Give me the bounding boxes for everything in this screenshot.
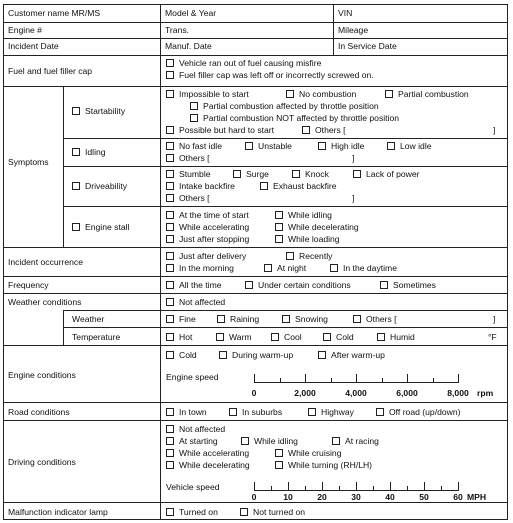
row-divider [3, 38, 508, 39]
vehicle-speed-major-tick [288, 482, 289, 491]
engine-speed-tick-label: 4,000 [345, 388, 367, 398]
temperature-option-checkbox[interactable] [166, 333, 174, 341]
temperature-option: Cool [284, 332, 302, 342]
engine-speed-minor-tick [382, 378, 383, 383]
in-service-date-label: In Service Date [338, 41, 397, 51]
engine-stall-option: Just after stopping [179, 234, 250, 244]
incident-option: In the daytime [343, 263, 397, 273]
temperature-option-checkbox[interactable] [377, 333, 385, 341]
road-option-checkbox[interactable] [166, 408, 174, 416]
driveability-others-checkbox[interactable] [166, 194, 174, 202]
road-option: In town [179, 407, 207, 417]
vehicle-speed-minor-tick [407, 486, 408, 491]
vehicle-speed-tick-label: 50 [419, 492, 429, 502]
driveability-option-checkbox[interactable] [233, 170, 241, 178]
driving-option-checkbox[interactable] [275, 449, 283, 457]
frequency-label: Frequency [8, 280, 49, 290]
driveability-option: Surge [246, 169, 269, 179]
idling-option-checkbox[interactable] [245, 142, 253, 150]
temperature-option-checkbox[interactable] [323, 333, 331, 341]
engine-conditions-label: Engine conditions [8, 370, 76, 380]
engine-stall-option-checkbox[interactable] [275, 235, 283, 243]
startability-option: No combustion [299, 89, 357, 99]
weather-others-checkbox[interactable] [353, 315, 361, 323]
driveability-option-checkbox[interactable] [260, 182, 268, 190]
incident-option: At night [277, 263, 307, 273]
incident-option: Recently [299, 251, 333, 261]
fuel-option: Fuel filler cap was left off or incorrectly screwed on. [179, 70, 374, 80]
driving-option-checkbox[interactable] [166, 437, 174, 445]
engine-stall-option-checkbox[interactable] [166, 223, 174, 231]
vehicle-speed-major-tick [424, 482, 425, 491]
driving-conditions-label: Driving conditions [8, 457, 76, 467]
engine-speed-major-tick [305, 374, 306, 383]
temperature-label: Temperature [72, 332, 121, 342]
vehicle-speed-minor-tick [441, 486, 442, 491]
driveability-option-checkbox[interactable] [292, 170, 300, 178]
driveability-option: Lack of power [366, 169, 420, 179]
driveability-option: Stumble [179, 169, 211, 179]
startability-option-checkbox[interactable] [166, 126, 174, 134]
driving-option-checkbox[interactable] [166, 425, 174, 433]
mil-option-checkbox[interactable] [240, 508, 248, 516]
fuel-checkbox[interactable] [166, 59, 174, 67]
idling-others-checkbox[interactable] [166, 154, 174, 162]
idling-bracket-close: ] [352, 153, 355, 163]
vehicle-speed-tick-label: 0 [251, 492, 257, 502]
row-divider [3, 502, 508, 503]
vehicle-speed-tick-label: 20 [317, 492, 327, 502]
vehicle-speed-major-tick [322, 482, 323, 491]
road-option-checkbox[interactable] [376, 408, 384, 416]
mil-label: Malfunction indicator lamp [8, 507, 108, 517]
engine-stall-option: At the time of start [179, 210, 249, 220]
customer-name-label: Customer name MR/MS [8, 8, 101, 18]
temperature-option: Cold [336, 332, 354, 342]
driving-option-checkbox[interactable] [275, 461, 283, 469]
engine-condition-option: During warm-up [232, 350, 294, 360]
engine-speed-minor-tick [433, 378, 434, 383]
row-divider [63, 138, 508, 139]
driveability-option-checkbox[interactable] [166, 182, 174, 190]
weather-option: Fine [179, 314, 196, 324]
idling-option: No fast idle [179, 141, 222, 151]
mil-option: Turned on [179, 507, 218, 517]
driving-option-checkbox[interactable] [332, 437, 340, 445]
driveability-bracket-close: ] [352, 193, 355, 203]
temperature-option: Warm [229, 332, 252, 342]
idling-others-label: Others [ [179, 153, 210, 163]
engine-stall-option: While idling [288, 210, 332, 220]
engine-speed-unit: rpm [477, 388, 494, 398]
weather-bracket-close: ] [493, 314, 496, 324]
column-divider [333, 4, 334, 56]
weather-sub-label: Weather [72, 314, 105, 324]
engine-condition-checkbox[interactable] [166, 351, 174, 359]
vehicle-speed-minor-tick [339, 486, 340, 491]
engine-number-label: Engine # [8, 25, 42, 35]
vehicle-speed-minor-tick [305, 486, 306, 491]
fuel-option: Vehicle ran out of fuel causing misfire [179, 58, 322, 68]
row-divider [3, 345, 508, 346]
startability-option: Partial combustion affected by throttle position [203, 101, 379, 111]
fuel-label: Fuel and fuel filler cap [8, 66, 93, 76]
engine-speed-major-tick [356, 374, 357, 383]
column-divider [63, 310, 64, 346]
vehicle-speed-label: Vehicle speed [166, 482, 220, 492]
startability-option-checkbox[interactable] [385, 90, 393, 98]
weather-option-checkbox[interactable] [166, 315, 174, 323]
engine-stall-option-checkbox[interactable] [166, 211, 174, 219]
engine-speed-major-tick [254, 374, 255, 383]
driveability-label: Driveability [85, 181, 128, 191]
engine-speed-label: Engine speed [166, 372, 219, 382]
driveability-option: Exhaust backfire [273, 181, 337, 191]
row-divider [3, 420, 508, 421]
incident-option: Just after delivery [179, 251, 247, 261]
temperature-option-checkbox[interactable] [271, 333, 279, 341]
driveability-option: Intake backfire [179, 181, 235, 191]
startability-others-label: Others [ [315, 125, 346, 135]
engine-speed-tick-label: 0 [251, 388, 257, 398]
driving-option: While cruising [288, 448, 342, 458]
weather-not-affected-checkbox[interactable] [166, 298, 174, 306]
border-bottom [3, 519, 508, 520]
incident-option-checkbox[interactable] [166, 264, 174, 272]
startability-option: Partial combustion NOT affected by throttle position [203, 113, 400, 123]
startability-option-checkbox[interactable] [166, 90, 174, 98]
model-year-label: Model & Year [165, 8, 217, 18]
fuel-checkbox[interactable] [166, 71, 174, 79]
engine-speed-tick-label: 6,000 [396, 388, 418, 398]
incident-occurrence-label: Incident occurrence [8, 257, 83, 267]
symptoms-label: Symptoms [8, 157, 49, 167]
engine-speed-tick-label: 8,000 [447, 388, 469, 398]
startability-option-checkbox[interactable] [190, 114, 198, 122]
row-divider [3, 276, 508, 277]
mil-option-checkbox[interactable] [166, 508, 174, 516]
incident-date-label: Incident Date [8, 41, 59, 51]
vehicle-speed-major-tick [356, 482, 357, 491]
row-divider [63, 206, 508, 207]
vehicle-speed-unit: MPH [467, 492, 487, 502]
incident-option: In the morning [179, 263, 234, 273]
driving-option: While turning (RH/LH) [288, 460, 373, 470]
weather-conditions-label: Weather conditions [8, 297, 82, 307]
mileage-label: Mileage [338, 25, 369, 35]
road-option-checkbox[interactable] [229, 408, 237, 416]
driving-option: While decelerating [179, 460, 250, 470]
engine-stall-option: While loading [288, 234, 340, 244]
incident-option-checkbox[interactable] [166, 252, 174, 260]
vin-label: VIN [338, 8, 353, 18]
engine-stall-checkbox[interactable] [72, 223, 80, 231]
incident-option-checkbox[interactable] [286, 252, 294, 260]
column-divider [160, 4, 161, 520]
engine-stall-option-checkbox[interactable] [275, 223, 283, 231]
vehicle-speed-major-tick [254, 482, 255, 491]
engine-speed-minor-tick [331, 378, 332, 383]
driving-option-checkbox[interactable] [166, 449, 174, 457]
engine-stall-label: Engine stall [85, 222, 130, 232]
engine-speed-minor-tick [280, 378, 281, 383]
temperature-option: Hot [179, 332, 193, 342]
driveability-option: Knock [305, 169, 329, 179]
weather-option: Raining [230, 314, 260, 324]
weather-not-affected-label: Not affected [179, 297, 226, 307]
startability-option: Impossible to start [179, 89, 249, 99]
startability-label: Startability [85, 106, 126, 116]
driving-option-checkbox[interactable] [241, 437, 249, 445]
idling-option: Low idle [400, 141, 432, 151]
vehicle-speed-tick-label: 60 [453, 492, 463, 502]
engine-condition-option: Cold [179, 350, 197, 360]
driving-option: At starting [179, 436, 218, 446]
road-conditions-label: Road conditions [8, 407, 70, 417]
row-divider [63, 327, 508, 328]
driving-option: While accelerating [179, 448, 250, 458]
engine-speed-major-tick [458, 374, 459, 383]
startability-checkbox[interactable] [72, 107, 80, 115]
row-divider [3, 55, 508, 56]
driveability-others-label: Others [ [179, 193, 210, 203]
row-divider [3, 22, 508, 23]
incident-option-checkbox[interactable] [264, 264, 272, 272]
frequency-option-checkbox[interactable] [166, 281, 174, 289]
weather-option-checkbox[interactable] [217, 315, 225, 323]
idling-option: Unstable [258, 141, 292, 151]
manuf-date-label: Manuf. Date [165, 41, 212, 51]
weather-others-label: Others [ [366, 314, 397, 324]
idling-option: High idle [331, 141, 365, 151]
road-option-checkbox[interactable] [308, 408, 316, 416]
vehicle-speed-minor-tick [271, 486, 272, 491]
border-left [3, 4, 4, 520]
driving-option-checkbox[interactable] [166, 461, 174, 469]
engine-condition-checkbox[interactable] [318, 351, 326, 359]
column-divider [63, 86, 64, 248]
vehicle-speed-tick-label: 10 [283, 492, 293, 502]
idling-label: Idling [85, 147, 106, 157]
frequency-option: All the time [179, 280, 222, 290]
startability-option-checkbox[interactable] [286, 90, 294, 98]
vehicle-speed-minor-tick [373, 486, 374, 491]
mil-option: Not turned on [253, 507, 306, 517]
engine-speed-major-tick [407, 374, 408, 383]
startability-others-checkbox[interactable] [302, 126, 310, 134]
vehicle-speed-tick-label: 40 [385, 492, 395, 502]
weather-option: Snowing [295, 314, 328, 324]
driving-option: Not affected [179, 424, 226, 434]
border-right [507, 4, 508, 520]
road-option: In suburbs [242, 407, 283, 417]
idling-option-checkbox[interactable] [318, 142, 326, 150]
startability-bracket-close: ] [493, 125, 496, 135]
temperature-option-checkbox[interactable] [216, 333, 224, 341]
row-divider [63, 310, 508, 311]
idling-option-checkbox[interactable] [166, 142, 174, 150]
border-top [3, 4, 508, 5]
engine-stall-option: While decelerating [288, 222, 359, 232]
driveability-checkbox[interactable] [72, 182, 80, 190]
trans-label: Trans. [165, 25, 190, 35]
road-option: Off road (up/down) [389, 407, 461, 417]
engine-stall-option-checkbox[interactable] [275, 211, 283, 219]
engine-speed-tick-label: 2,000 [294, 388, 316, 398]
engine-condition-checkbox[interactable] [219, 351, 227, 359]
driveability-option-checkbox[interactable] [166, 170, 174, 178]
frequency-option-checkbox[interactable] [245, 281, 253, 289]
road-option: Highway [321, 407, 354, 417]
row-divider [3, 247, 508, 248]
row-divider [63, 166, 508, 167]
driving-option: At racing [345, 436, 379, 446]
vehicle-speed-tick-label: 30 [351, 492, 361, 502]
startability-option-checkbox[interactable] [190, 102, 198, 110]
row-divider [3, 86, 508, 87]
temperature-option: Humid [390, 332, 415, 342]
driveability-option-checkbox[interactable] [353, 170, 361, 178]
frequency-option: Under certain conditions [258, 280, 351, 290]
weather-option-checkbox[interactable] [282, 315, 290, 323]
frequency-option: Sometimes [393, 280, 436, 290]
idling-checkbox[interactable] [72, 148, 80, 156]
row-divider [3, 293, 508, 294]
engine-condition-option: After warm-up [331, 350, 385, 360]
engine-stall-option-checkbox[interactable] [166, 235, 174, 243]
vehicle-speed-major-tick [458, 482, 459, 491]
startability-option: Partial combustion [398, 89, 469, 99]
idling-option-checkbox[interactable] [387, 142, 395, 150]
incident-option-checkbox[interactable] [330, 264, 338, 272]
driving-option: While idling [254, 436, 298, 446]
startability-option: Possible but hard to start [179, 125, 275, 135]
temperature-unit: °F [488, 332, 497, 342]
vehicle-speed-major-tick [390, 482, 391, 491]
frequency-option-checkbox[interactable] [380, 281, 388, 289]
row-divider [3, 402, 508, 403]
engine-stall-option: While accelerating [179, 222, 250, 232]
